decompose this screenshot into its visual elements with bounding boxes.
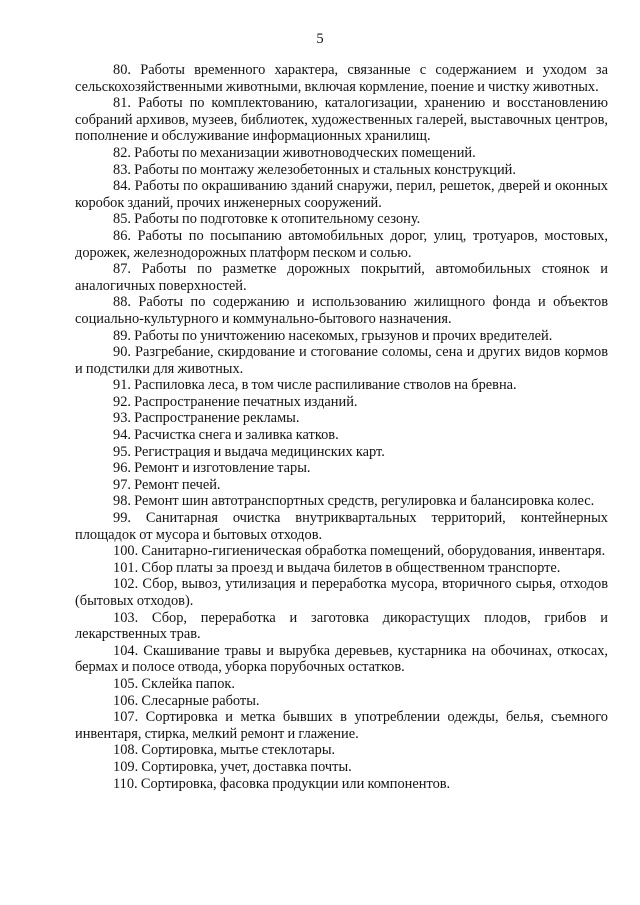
list-item: 86. Работы по посыпанию автомобильных дорог, улиц, тротуаров, мостовых, дорожек, железнодорожных платформ песком и солью. xyxy=(75,227,608,261)
list-item: 93. Распространение рекламы. xyxy=(113,410,300,427)
list-item: 97. Ремонт печей. xyxy=(113,476,221,493)
list-item: 104. Скашивание травы и вырубка деревьев, кустарника на обочинах, откосах, бермах и полосе отвода, уборка порубочных остатков. xyxy=(75,642,608,676)
list-item: 107. Сортировка и метка бывших в употреблении одежды, белья, съемного инвентаря, стирка, мелкий ремонт и глажение. xyxy=(75,709,608,742)
list-item: 88. Работы по содержанию и использованию жилищного фонда и объектов социально-культурного и коммунально-бытового назначения. xyxy=(75,294,608,327)
list-item: 81. Работы по комплектованию, каталогизации, хранению и восстановлению собраний архивов, музеев, библиотек, художественных галерей, выставочных центров, пополнение и обслуживание информационных хранилищ. xyxy=(75,95,608,145)
list-item: 94. Расчистка снега и заливка катков. xyxy=(113,427,339,444)
list-item: 109. Сортировка, учет, доставка почты. xyxy=(113,758,352,775)
list-item: 84. Работы по окрашиванию зданий снаружи, перил, решеток, дверей и оконных коробок зданий, прочих инженерных сооружений. xyxy=(75,178,608,211)
document-body xyxy=(75,62,608,792)
list-item: 99. Санитарная очистка внутриквартальных территорий, контейнерных площадок от мусора и бытовых отходов. xyxy=(75,510,608,543)
list-item: 85. Работы по подготовке к отопительному сезону. xyxy=(113,211,421,228)
list-item: 98. Ремонт шин автотранспортных средств, регулировка и балансировка колес. xyxy=(113,493,595,510)
list-item: 89. Работы по уничтожению насекомых, грызунов и прочих вредителей. xyxy=(113,327,553,344)
list-item: 87. Работы по разметке дорожных покрытий, автомобильных стоянок и аналогичных поверхностей. xyxy=(75,261,608,294)
list-item: 100. Санитарно-гигиеническая обработка помещений, оборудования, инвентаря. xyxy=(113,543,606,560)
list-item: 105. Склейка папок. xyxy=(113,675,235,692)
list-item: 108. Сортировка, мытье стеклотары. xyxy=(113,742,336,759)
list-item: 102. Сбор, вывоз, утилизация и переработка мусора, вторичного сырья, отходов (бытовых отходов). xyxy=(75,576,608,609)
list-item: 83. Работы по монтажу железобетонных и стальных конструкций. xyxy=(113,161,516,178)
list-item: 101. Сбор платы за проезд и выдача билетов в общественном транспорте. xyxy=(113,559,561,576)
list-item: 96. Ремонт и изготовление тары. xyxy=(113,460,311,477)
list-item: 82. Работы по механизации животноводческих помещений. xyxy=(113,144,476,161)
list-item: 91. Распиловка леса, в том числе распиливание стволов на бревна. xyxy=(113,377,517,394)
list-item: 106. Слесарные работы. xyxy=(113,692,260,709)
list-item: 103. Сбор, переработка и заготовка дикорастущих плодов, грибов и лекарственных трав. xyxy=(75,609,608,643)
list-item: 110. Сортировка, фасовка продукции или компонентов. xyxy=(113,775,451,792)
list-item: 92. Распространение печатных изданий. xyxy=(113,393,358,410)
list-item: 90. Разгребание, скирдование и стогование соломы, сена и других видов кормов и подстилки для животных. xyxy=(75,344,608,377)
list-item: 80. Работы временного характера, связанные с содержанием и уходом за сельскохозяйственными животными, включая кормление, поение и чистку животных. xyxy=(75,62,608,95)
list-item: 95. Регистрация и выдача медицинских карт. xyxy=(113,443,385,460)
page-number: 5 xyxy=(316,31,324,47)
